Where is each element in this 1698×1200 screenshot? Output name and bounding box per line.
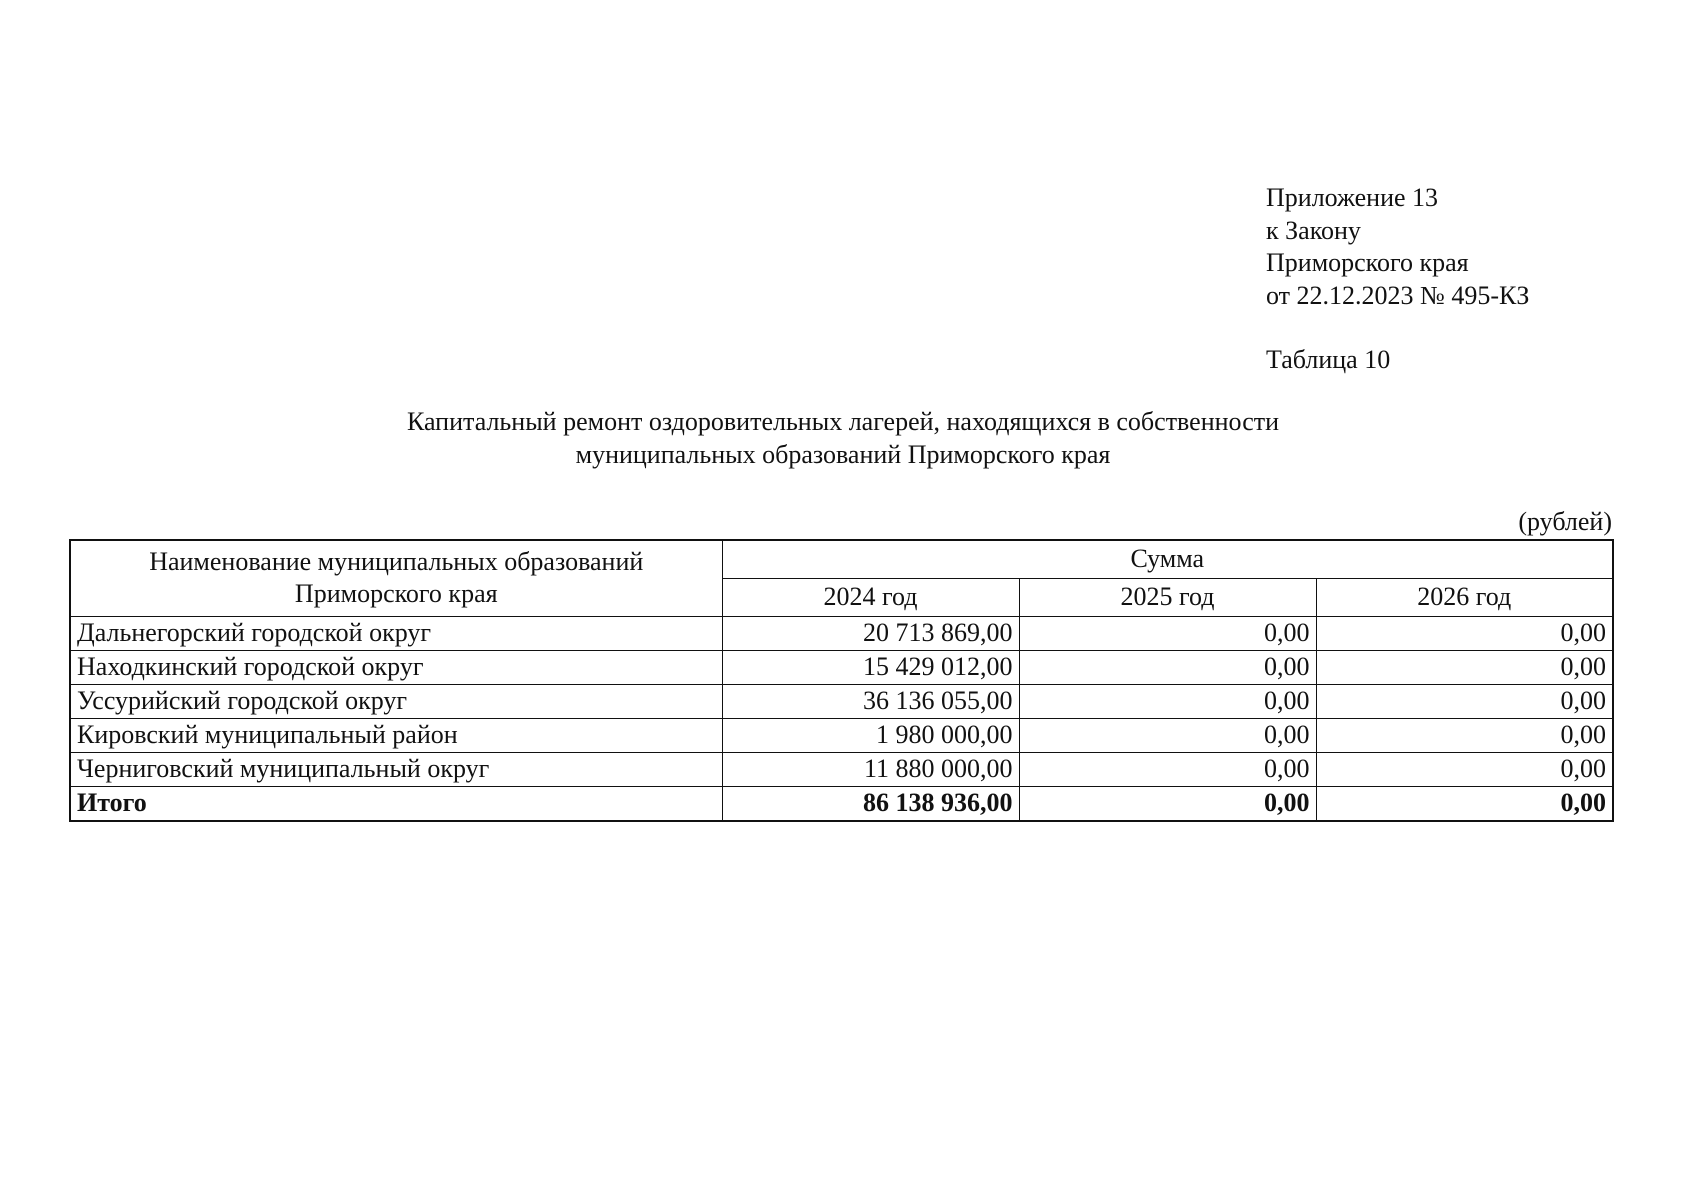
appendix-law-line: к Закону: [1266, 215, 1361, 245]
table-total-row: [70, 786, 1613, 821]
amount-2026: 0,00: [1316, 684, 1613, 718]
appendix-reference: [1266, 182, 1529, 312]
table-row: [70, 718, 1613, 752]
table-row: [70, 650, 1613, 684]
document-title: [200, 406, 1486, 471]
table-header-row: [70, 540, 1613, 578]
municipality-name: Дальнегорский городской округ: [70, 616, 722, 650]
amount-2026: 0,00: [1316, 650, 1613, 684]
document-title-line-1: Капитальный ремонт оздоровительных лагерей, находящихся в собственности: [406, 407, 1280, 436]
total-2025: 0,00: [1019, 786, 1316, 821]
municipality-name: Уссурийский городской округ: [70, 684, 722, 718]
amount-2025: 0,00: [1019, 616, 1316, 650]
total-label: Итого: [70, 786, 722, 821]
municipality-name: Находкинский городской округ: [70, 650, 722, 684]
amount-2026: 0,00: [1316, 752, 1613, 786]
amount-2025: 0,00: [1019, 650, 1316, 684]
amount-2026: 0,00: [1316, 616, 1613, 650]
amount-2025: 0,00: [1019, 718, 1316, 752]
amount-2024: 20 713 869,00: [722, 616, 1019, 650]
table-number: Таблица 10: [1266, 345, 1391, 374]
amount-2025: 0,00: [1019, 684, 1316, 718]
total-2024: 86 138 936,00: [722, 786, 1019, 821]
amount-2026: 0,00: [1316, 718, 1613, 752]
appendix-region-line: Приморского края: [1266, 248, 1469, 277]
amount-2024: 15 429 012,00: [722, 650, 1019, 684]
appendix-date-line: от 22.12.2023 № 495-КЗ: [1266, 280, 1530, 310]
units-label: (рублей): [1518, 507, 1612, 536]
column-header-sum: Сумма: [722, 540, 1613, 578]
column-header-municipality: [70, 540, 722, 616]
column-header-2024: 2024 год: [722, 578, 1019, 616]
table-row: [70, 684, 1613, 718]
document-title-line-2: муниципальных образований Приморского края: [575, 439, 1111, 469]
municipality-name: Кировский муниципальный район: [70, 718, 722, 752]
table-row: [70, 616, 1613, 650]
column-header-municipality-line-1: Наименование муниципальных образований: [149, 547, 644, 577]
amount-2024: 11 880 000,00: [722, 752, 1019, 786]
municipality-name: Черниговский муниципальный округ: [70, 752, 722, 786]
appendix-number: Приложение 13: [1266, 183, 1439, 212]
total-2026: 0,00: [1316, 786, 1613, 821]
amount-2025: 0,00: [1019, 752, 1316, 786]
amount-2024: 1 980 000,00: [722, 718, 1019, 752]
budget-table: [69, 539, 1614, 822]
column-header-2026: 2026 год: [1316, 578, 1613, 616]
amount-2024: 36 136 055,00: [722, 684, 1019, 718]
column-header-municipality-line-2: Приморского края: [294, 579, 498, 609]
table-row: [70, 752, 1613, 786]
column-header-2025: 2025 год: [1019, 578, 1316, 616]
